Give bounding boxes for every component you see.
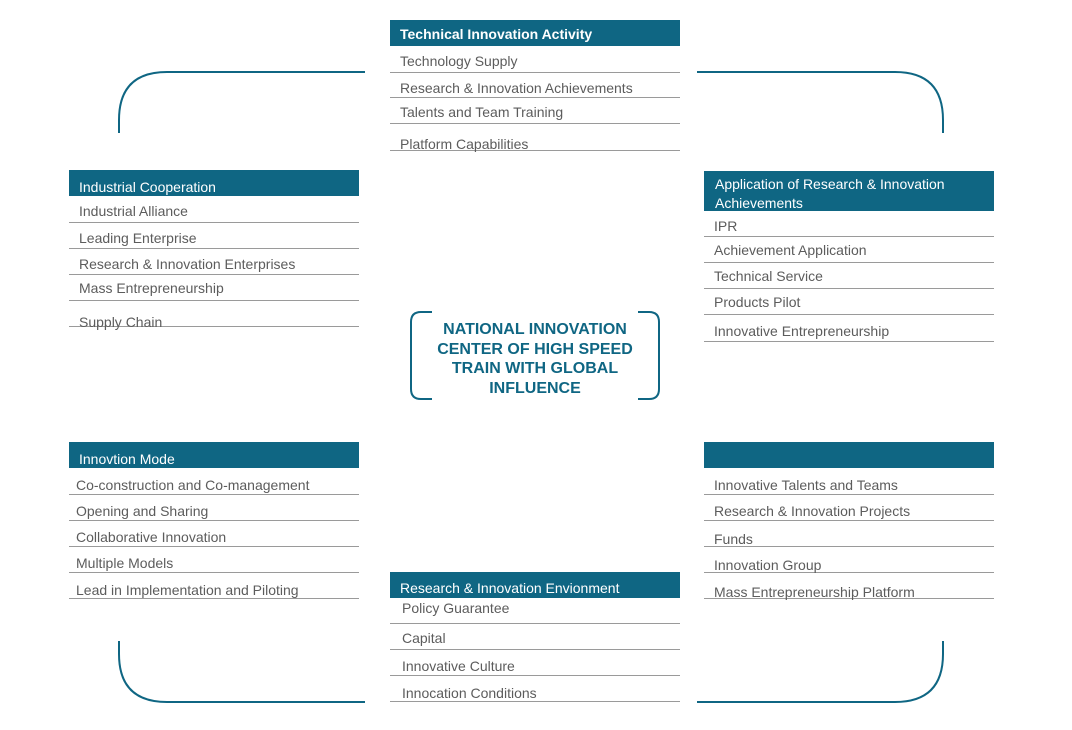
industrial-cooperation-panel xyxy=(69,170,359,330)
list-item: Innovation Group xyxy=(704,547,994,573)
panel-title: Application of Research & Innovation Achievements xyxy=(704,171,994,211)
list-item: Collaborative Innovation xyxy=(69,521,359,547)
list-item: Innovative Entrepreneurship xyxy=(704,315,994,342)
list-item: IPR xyxy=(704,211,994,237)
list-item: Innovative Culture xyxy=(390,650,680,676)
panel-title: Innovtion Mode xyxy=(69,442,359,468)
innovation-mode-panel xyxy=(69,442,359,599)
list-item: Capital xyxy=(390,624,680,650)
arc-top-right xyxy=(697,72,943,133)
list-item: Opening and Sharing xyxy=(69,495,359,521)
list-item: Technology Supply xyxy=(390,46,680,73)
list-item: Research & Innovation Projects xyxy=(704,495,994,521)
list-item: Mass Entrepreneurship Platform xyxy=(704,573,994,599)
list-item: Platform Capabilities xyxy=(390,124,680,151)
arc-bottom-right xyxy=(697,641,943,702)
list-item: Policy Guarantee xyxy=(390,598,680,624)
panel-title: Industrial Cooperation xyxy=(69,170,359,196)
application-achievements-panel xyxy=(704,171,994,342)
research-innovation-environment-panel xyxy=(390,572,680,702)
list-item: Innovative Talents and Teams xyxy=(704,468,994,495)
list-item: Multiple Models xyxy=(69,547,359,573)
list-item: Funds xyxy=(704,521,994,547)
panel-title xyxy=(704,442,994,468)
technical-innovation-activity-panel xyxy=(390,20,680,151)
list-item: Industrial Alliance xyxy=(69,196,359,223)
list-item: Mass Entrepreneurship xyxy=(69,275,359,301)
list-item: Leading Enterprise xyxy=(69,223,359,249)
list-item: Co-construction and Co-management xyxy=(69,468,359,495)
center-title: NATIONAL INNOVATION CENTER OF HIGH SPEED TRAIN WITH GLOBAL INFLUENCE xyxy=(437,321,633,397)
list-item: Technical Service xyxy=(704,263,994,289)
arc-top-left xyxy=(119,72,365,133)
panel-title: Technical Innovation Activity xyxy=(390,20,680,46)
list-item: Talents and Team Training xyxy=(390,98,680,124)
arc-bottom-left xyxy=(119,641,365,702)
list-item: Achievement Application xyxy=(704,237,994,263)
innovation-resources-panel xyxy=(704,442,994,599)
list-item: Research & Innovation Achievements xyxy=(390,73,680,98)
list-item: Products Pilot xyxy=(704,289,994,315)
list-item: Supply Chain xyxy=(69,301,359,327)
panel-title: Research & Innovation Envionment xyxy=(390,572,680,598)
list-item: Innocation Conditions xyxy=(390,676,680,702)
list-item: Research & Innovation Enterprises xyxy=(69,249,359,275)
list-item: Lead in Implementation and Piloting xyxy=(69,573,359,599)
